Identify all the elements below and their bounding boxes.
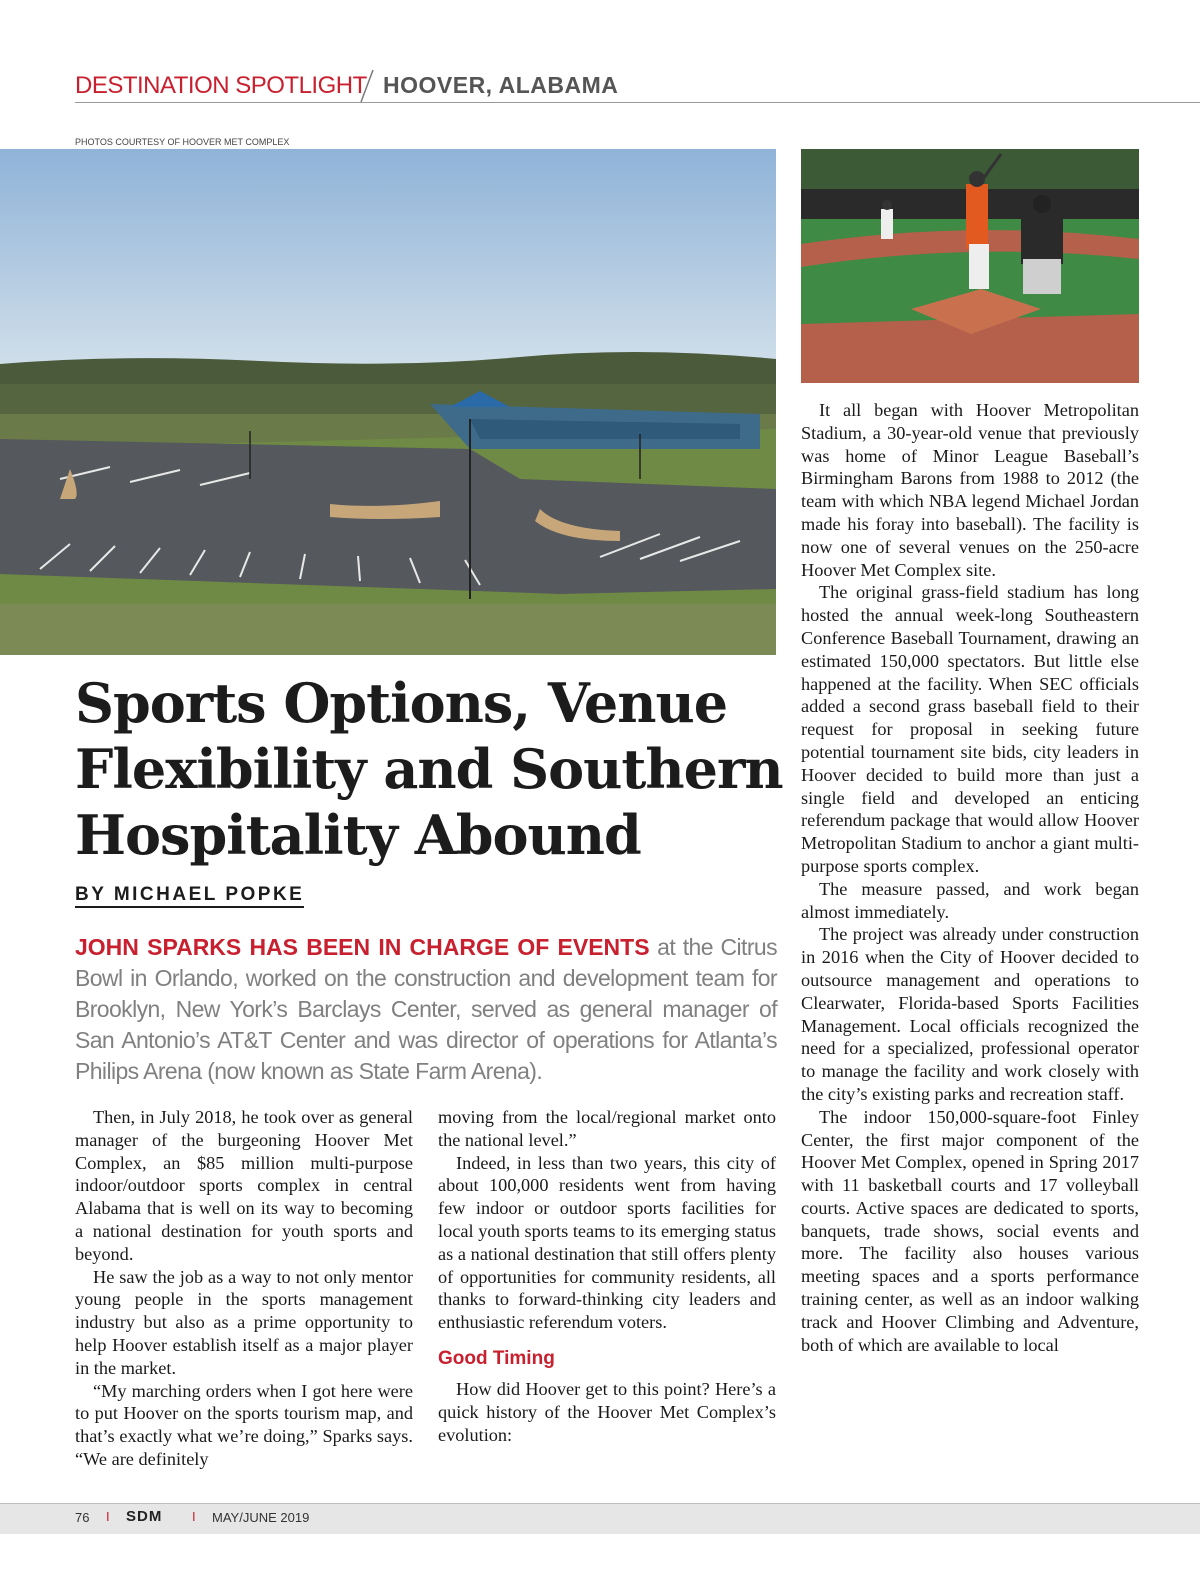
paragraph: moving from the local/regional market onto the national level.” bbox=[438, 1107, 776, 1150]
body-column-3 bbox=[801, 399, 1139, 1356]
paragraph: The indoor 150,000-square-foot Finley Center, the first major component of the Hoover Met Complex, opened in Spring 2017 with 11 basketball courts and 17 volleyball courts. Active spaces are dedicated to sports, banquets, trade shows, social events and more. The facility also houses various meeting spaces and a sports performance training center, as well as an indoor walking track and Hoover Climbing and Adventure, both of which are available to local bbox=[801, 1106, 1139, 1355]
lead-paragraph bbox=[75, 932, 777, 1087]
paragraph: The measure passed, and work began almost immediately. bbox=[801, 878, 1139, 922]
paragraph: It all began with Hoover Metropolitan Stadium, a 30-year-old venue that previously was home of Minor League Baseball’s Birmingham Barons from 1988 to 2012 (the team with which NBA legend Michael Jordan made his foray into baseball). The facility is now one of several venues on the 250-acre Hoover Met Complex site. bbox=[801, 400, 1139, 580]
paragraph: He saw the job as a way to not only mentor young people in the sports management industry but also as a prime opportunity to help Hoover establish itself as a major player in the market. bbox=[75, 1266, 413, 1378]
lead-rest: at the Citrus Bowl in Orlando, worked on the construction and development team for Brooklyn, New York’s Barclays Center, served as general manager of San Antonio’s AT&T Center and was director of operations for Atlanta’s Philips Arena (now known as State Farm Arena). bbox=[75, 934, 777, 1084]
page-number: 76 bbox=[75, 1510, 90, 1525]
article-headline bbox=[75, 670, 795, 868]
headline-line-2: Flexibility and Southern bbox=[75, 737, 783, 801]
header-slash-divider bbox=[357, 68, 377, 104]
aerial-complex-photo bbox=[0, 149, 776, 655]
subheading-good-timing: Good Timing bbox=[438, 1347, 555, 1369]
body-column-1 bbox=[75, 1106, 413, 1471]
paragraph: “My marching orders when I got here were to put Hoover on the sports tourism map, and that’s exactly what we’re doing,” Sparks says. “We are definitely bbox=[75, 1380, 413, 1469]
byline: BY MICHAEL POPKE bbox=[75, 884, 304, 908]
headline-line-1: Sports Options, Venue bbox=[75, 671, 728, 735]
body-column-2 bbox=[438, 1106, 776, 1446]
section-header bbox=[75, 70, 1200, 103]
paragraph: How did Hoover get to this point? Here’s a quick history of the Hoover Met Complex’s evolution: bbox=[438, 1378, 776, 1445]
lead-highlight: JOHN SPARKS HAS BEEN IN CHARGE OF EVENTS bbox=[75, 934, 650, 960]
location-label: HOOVER, ALABAMA bbox=[383, 72, 619, 98]
footer-separator: I bbox=[106, 1509, 110, 1524]
paragraph: Indeed, in less than two years, this city of about 100,000 residents went from having few indoor or outdoor sports facilities for local youth sports teams to its emerging status as a national destination that still offers plenty of opportunities for community residents, all thanks to forward-thinking city leaders and enthusiastic referendum voters. bbox=[438, 1152, 776, 1333]
magazine-logo: SDM bbox=[126, 1508, 163, 1525]
baseball-game-photo bbox=[801, 149, 1139, 383]
paragraph: Then, in July 2018, he took over as general manager of the burgeoning Hoover Met Complex, an $85 million multi-purpose indoor/outdoor sports complex in central Alabama that is well on its way to becoming a national destination for youth sports and beyond. bbox=[75, 1107, 413, 1264]
paragraph: The project was already under construction in 2016 when the City of Hoover decided to outsource management and operations to Clearwater, Florida-based Sports Facilities Management. Local officials recognized the need for a specialized, professional operator to manage the facility and work closely with the city’s existing parks and recreation staff. bbox=[801, 924, 1139, 1104]
paragraph: The original grass-field stadium has long hosted the annual week-long Southeastern Conference Baseball Tournament, drawing an estimated 150,000 spectators. But little else happened at the facility. When SEC officials added a second grass baseball field to their request for proposal in seeking future potential tournament site bids, city leaders in Hoover decided to build more than just a single field and developed an enticing referendum package that would allow Hoover Metropolitan Stadium to anchor a giant multi-purpose sports complex. bbox=[801, 582, 1139, 876]
footer-separator: I bbox=[192, 1509, 196, 1524]
headline-line-3: Hospitality Abound bbox=[75, 803, 641, 867]
issue-date: MAY/JUNE 2019 bbox=[212, 1510, 310, 1525]
photo-credit: PHOTOS COURTESY OF HOOVER MET COMPLEX bbox=[75, 137, 290, 147]
section-label: DESTINATION SPOTLIGHT bbox=[75, 72, 367, 99]
page-footer bbox=[0, 1503, 1200, 1534]
